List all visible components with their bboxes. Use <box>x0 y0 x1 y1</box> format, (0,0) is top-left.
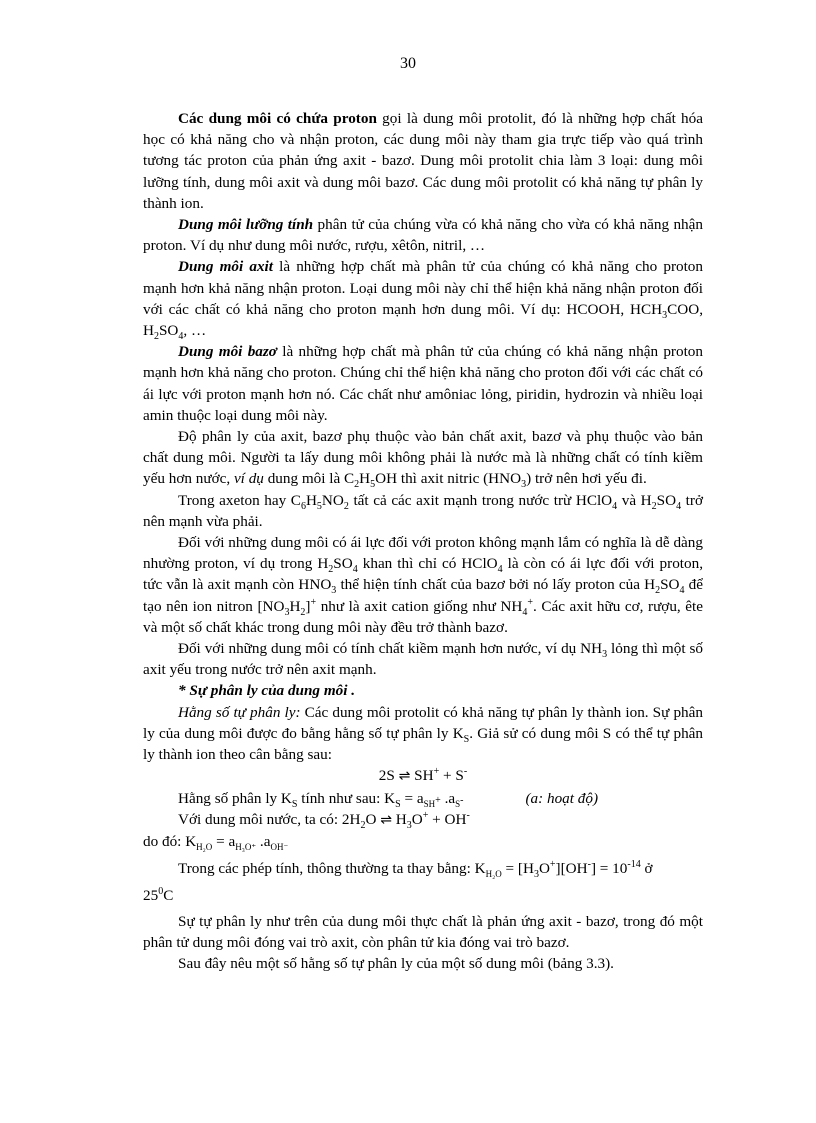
paragraph-text: H <box>359 470 371 488</box>
emphasis: ví dụ <box>233 470 264 488</box>
paragraph-acid-solvent <box>143 256 703 341</box>
paragraph-text: 25 <box>143 887 159 905</box>
paragraph-text: do đó: <box>143 832 186 850</box>
paragraph-amphiprotic <box>143 214 703 256</box>
term-base-solvent: Dung môi bazơ <box>178 343 277 361</box>
paragraph-text: H <box>391 810 407 828</box>
subscript: 2 <box>328 564 334 576</box>
paragraph-text: lỏng thì một số axit yếu trong nước trở nên axit mạnh. <box>143 640 703 679</box>
paragraph-text: . Giả sử có dung môi S có thể tự phân ly thành ion theo cân bằng sau: <box>143 724 703 764</box>
paragraph-text: SO <box>333 555 353 573</box>
paragraph-text: Trong axeton hay C <box>178 491 301 509</box>
formula-text: ] = 10 <box>590 860 628 878</box>
paragraph-text: ] <box>305 597 311 615</box>
formula-text: = a <box>212 832 236 850</box>
paragraph-text: . Các axit hữu cơ, rượu, ête và một số chất khác trong dung môi này đều trở thành bazơ. <box>143 597 703 636</box>
heading-text: * Sự phân ly của dung môi . <box>178 682 356 700</box>
paragraph-acid-base-nature <box>143 911 703 953</box>
paragraph-text: ở <box>640 860 653 878</box>
formula-text: .a <box>256 832 271 850</box>
subscript: 3 <box>602 649 608 661</box>
paragraph-text: NO <box>321 491 344 509</box>
paragraph-kw-value <box>143 858 703 879</box>
superscript: 0 <box>158 886 164 898</box>
subscript <box>423 794 441 809</box>
paragraph-base-solvent <box>143 341 703 426</box>
paragraph-text: Đối với những dung môi có ái lực đối với proton không mạnh lắm có nghĩa là dễ dàng nhường proton, ví dụ trong H <box>143 534 703 573</box>
paragraph-text: , … <box>183 322 207 340</box>
paragraph-text: gọi là dung môi protolit, đó là những hợp chất hóa học có khả năng cho và nhận proton, các dung môi này tham gia trực tiếp vào quá trình tương tác proton của phản ứng axit - bazơ. Dung môi protolit chia làm 3 loại: dung môi lưỡng tính, dung môi axit và dung môi bazơ. Các dung môi protolit có khả năng tự phân ly thành ion. <box>143 110 703 212</box>
paragraph-text: Với dung môi nước, ta có: 2H <box>178 810 361 828</box>
superscript: + <box>422 809 429 821</box>
paragraph-weak-affinity <box>143 532 703 638</box>
paragraph-text: là những hợp chất mà phân tử của chúng có khả năng cho proton mạnh hơn khả năng nhận proton. Loại dung môi này chỉ thể hiện khả năng nhận proton đối với các chất có khả năng cho proton mạnh hơn dung môi. Ví dụ: HCOOH, HCH <box>143 258 703 318</box>
subscript: 4 <box>352 564 358 576</box>
paragraph-text: ) trở nên hơi yếu đi. <box>526 470 647 488</box>
page-body <box>143 108 703 974</box>
paragraph-text: SO <box>656 491 677 509</box>
subscript: 3 <box>331 585 337 597</box>
subscript: 3 <box>662 309 668 321</box>
subscript: 4 <box>676 500 682 512</box>
subscript: 4 <box>178 331 184 343</box>
formula-text: = a <box>400 789 424 807</box>
paragraph-text: thể hiện tính chất của bazơ bởi nó lấy proton của H <box>336 576 656 594</box>
paragraph-text: + OH <box>428 810 467 828</box>
paragraph-text: tính như sau: <box>297 789 385 807</box>
subscript: 6 <box>300 500 306 512</box>
superscript: + <box>549 859 556 871</box>
paragraph-text: H <box>305 491 317 509</box>
subscript: 4 <box>522 606 528 618</box>
subscript: S <box>291 798 298 810</box>
formula-text: K <box>185 832 197 850</box>
subscript: 3 <box>521 479 527 491</box>
paragraph-text: C <box>163 887 174 905</box>
subscript: S <box>455 798 461 809</box>
paragraph-acetone <box>143 490 703 532</box>
subscript: 2 <box>153 331 159 343</box>
paragraph-protic-solvents <box>143 108 703 214</box>
paragraph-text: là còn có ái lực đối với proton, tức vẫn là axit mạnh còn HNO <box>143 555 704 594</box>
paragraph-text: là những hợp chất mà phân tử của chúng có khả năng nhận proton mạnh hơn khả năng cho proton. Chúng chỉ thể hiện khả năng cho proton đối với các chất có ái lực với proton mạnh hơn nó. Các chất như amôniac lỏng, piridin, hydrozin và nhiều loại amin thuộc loại dung môi này. <box>143 343 703 424</box>
subscript: 4 <box>497 564 503 576</box>
subscript: 5 <box>370 479 376 491</box>
subscript: 4 <box>679 585 685 597</box>
subscript: 2 <box>360 819 366 831</box>
paragraph-text: O <box>411 810 423 828</box>
section-heading <box>143 680 703 701</box>
formula-text: K <box>384 789 396 807</box>
subscript: 5 <box>316 500 322 512</box>
paragraph-text: OH thì axit nitric (HNO <box>375 470 522 488</box>
paragraph-text: H <box>289 597 301 615</box>
paragraph-text: khan thì chỉ có HClO <box>357 555 498 573</box>
subscript: 2 <box>655 585 661 597</box>
superscript: + <box>527 596 533 608</box>
equation-text: 2S <box>378 767 395 785</box>
paragraph-text: trở nên mạnh vừa phải. <box>143 491 703 530</box>
activity-note: (a: hoạt độ) <box>525 789 599 807</box>
subscript: OH⁻ <box>270 841 289 852</box>
superscript: - <box>463 766 468 778</box>
subscript: S <box>395 798 401 810</box>
superscript: - <box>466 809 470 821</box>
paragraph-text: phân tử của chúng vừa có khả năng cho vừa có khả năng nhận proton. Ví dụ như dung môi nước, rượu, xêtôn, nitril, … <box>143 216 703 255</box>
equation-solvent-equilibrium <box>143 765 703 787</box>
subscript: H₃O⁺ <box>235 841 257 852</box>
paragraph-text: SO <box>158 322 179 340</box>
formula-text: = [H <box>501 860 534 878</box>
paragraph-temperature <box>143 885 703 906</box>
paragraph-text: để tạo nên ion nitron [NO <box>143 576 703 615</box>
paragraph-text: Trong các phép tính, thông thường ta thay bằng: <box>178 860 475 878</box>
paragraph-text: dung môi là C <box>263 470 355 488</box>
paragraph-dissociation-degree <box>143 426 703 490</box>
paragraph-table-intro <box>143 953 703 974</box>
superscript: + <box>435 794 441 806</box>
paragraph-text: Sau đây nêu một số hằng số tự phân ly của một số dung môi (bảng 3.3). <box>178 954 614 972</box>
paragraph-text: Sự tự phân ly như trên của dung môi thực chất là phản ứng axit - bazơ, trong đó một phân tử dung môi đóng vai trò axit, còn phân tử kia đóng vai trò bazơ. <box>143 912 703 951</box>
paragraph-ks-formula <box>143 788 703 809</box>
page-number: 30 <box>400 55 416 72</box>
superscript: - <box>460 794 464 806</box>
equilibrium-arrow-icon: ⇌ <box>398 768 411 785</box>
subscript: 4 <box>612 500 618 512</box>
subscript: 2 <box>343 500 349 512</box>
formula-text: O <box>538 860 550 878</box>
paragraph-text: Độ phân ly của axit, bazơ phụ thuộc vào bản chất axit, bazơ và phụ thuộc vào bản chất dung môi. Người ta lấy dung môi không phải là nước mà là những chất có tính kiềm yếu hơn nước, <box>143 428 703 488</box>
term-amphiprotic: Dung môi lưỡng tính <box>178 216 314 234</box>
paragraph-text: Đối với những dung môi có tính chất kiềm mạnh hơn nước, ví dụ NH <box>178 640 603 658</box>
paragraph-text: như là axit cation giống như NH <box>316 597 523 615</box>
superscript: - <box>587 859 591 871</box>
paragraph-text: SO <box>660 576 680 594</box>
paragraph-text: O <box>365 810 381 828</box>
formula-text: ][OH <box>555 860 588 878</box>
equilibrium-arrow-icon: ⇌ <box>380 811 392 828</box>
paragraph-text: Hằng số phân ly K <box>178 789 292 807</box>
formula-text: .a <box>440 789 456 807</box>
paragraph-water-equilibrium <box>143 809 703 831</box>
paragraph-text: COO, H <box>143 300 703 340</box>
subscript: 3 <box>406 819 412 831</box>
subscript: 2 <box>651 500 657 512</box>
paragraph-text: và H <box>617 491 652 509</box>
subscript <box>455 794 464 809</box>
subscript: S <box>463 733 470 745</box>
superscript: -14 <box>627 859 641 871</box>
subscript: H₂O <box>196 841 213 852</box>
paragraph-strong-base <box>143 638 703 680</box>
subscript: 2 <box>354 479 360 491</box>
paragraph-kw-activity <box>143 831 703 852</box>
paragraph-text: Các dung môi protolit có khả năng tự phân ly thành ion. Sự phân ly của dung môi được đo bằng hằng số tự phân ly K <box>143 703 703 742</box>
term-acid-solvent: Dung môi axit <box>178 258 273 276</box>
subscript: SH <box>423 798 436 809</box>
formula-text: K <box>474 860 486 878</box>
paragraph-autoprotolysis-constant <box>143 702 703 766</box>
superscript: + <box>310 596 317 608</box>
emphasis: Hằng số tự phân ly: <box>178 703 301 721</box>
superscript: + <box>433 766 440 778</box>
subscript: H₂O <box>485 869 502 880</box>
subscript: 2 <box>300 606 306 618</box>
subscript: 3 <box>284 606 290 618</box>
subscript: 3 <box>533 869 539 881</box>
equation-text: SH <box>414 767 434 785</box>
paragraph-text: tất cả các axit mạnh trong nước trừ HClO <box>348 491 613 509</box>
equation-text: + S <box>439 767 464 785</box>
term-protic-solvents: Các dung môi có chứa proton <box>178 110 377 127</box>
